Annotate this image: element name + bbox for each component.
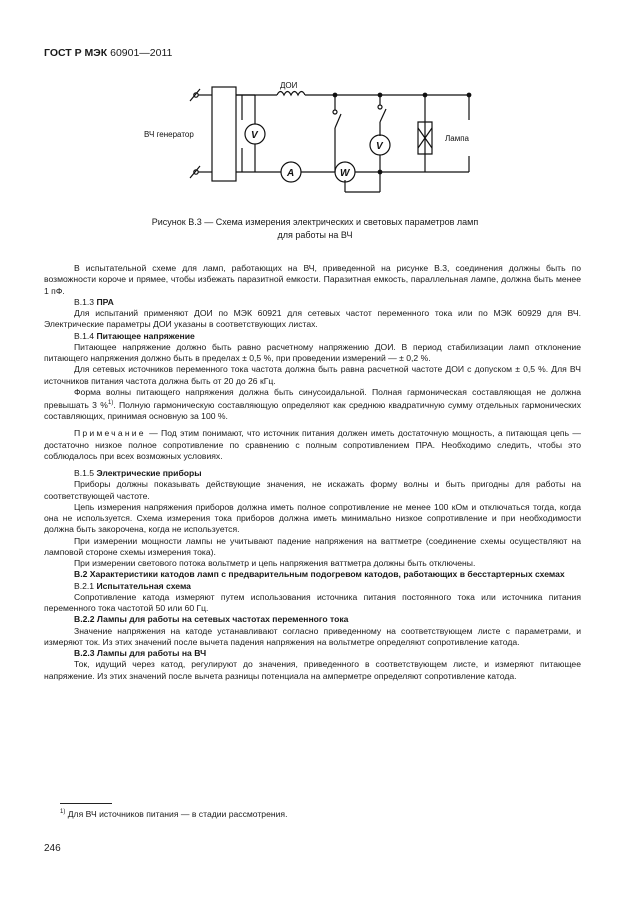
section-heading-b22: B.2.2 Лампы для работы на сетевых частотах переменного тока [74, 614, 349, 625]
label-lamp: Лампа [445, 134, 469, 143]
paragraph: Цепь измерения напряжения приборов должна иметь полное сопротивление не менее 100 кОм и отключаться тогда, когда она не используется. Схема измерения тока приборов должна иметь минимально низкое сопротивление и при необходимости должна быть закорочена, когда не используется. [44, 501, 581, 535]
standard-designation: ГОСТ Р МЭК [44, 47, 108, 59]
paragraph: Ток, идущий через катод, регулируют до значения, приведенного в соответствующем листе, и измеряют питающее напряжение. Из этих значений после вычета разницы потенциала на амперметре определяют сопротивление катода. [44, 659, 581, 681]
paragraph: При измерении мощности лампы не учитывают падение напряжения на ваттметре (соединение схемы осуществляют на ламповой стороне схемы измерения тока). [44, 535, 581, 557]
paragraph: При измерении светового потока вольтметр и цепь напряжения ваттметра должны быть отключены. [74, 558, 476, 569]
generator-box [212, 87, 236, 181]
paragraph: В испытательной схеме для ламп, работающих на ВЧ, приведенной на рисунке В.3, соединения должны быть по возможности короче и прямее, чтобы избежать паразитной емкости. Паразитная емкость, параллельная лампе, должна быть менее 1 пФ. [44, 263, 581, 296]
footnote-ref: 1) [107, 400, 114, 406]
section-heading-b13: B.1.3 ПРА [74, 296, 114, 307]
section-heading-b14: B.1.4 Питающее напряжение [74, 330, 195, 341]
footnote-rule [60, 803, 112, 804]
paragraph: Питающее напряжение должно быть равно расчетному напряжению ДОИ. В период стабилизации ламп отклонение питающего напряжения должно быть в пределах ± 0,5 %, при проведении измерений — ± 0,2 %. [44, 341, 581, 363]
paragraph: Значение напряжения на катоде устанавливают согласно приведенному на соответствующем листе с параметрами, и измеряют ток. Из этих значений после вычета падения напряжения на вольтметре определяют сопротивление катода. [44, 625, 581, 647]
body-text [44, 263, 581, 682]
figure-caption [60, 216, 570, 242]
label-doi: ДОИ [280, 81, 298, 90]
paragraph: Для сетевых источников переменного тока частота должна быть равна расчетной частоте ДОИ с допуском ± 0,5 %. Для ВЧ источников питания частота должна быть от 20 до 26 кГц. [44, 364, 581, 386]
circuit-diagram [140, 80, 490, 215]
paragraph: Форма волны питающего напряжения должна быть синусоидальной. Полная гармоническая составляющая не должна превышать 3 %$^{1)}$. Полную гармоническую составляющую определяют как среднюю квадратичную сумму отдельных гармонических составляющих, принимая основную за 100 %. [44, 386, 581, 422]
paragraph: Для испытаний применяют ДОИ по МЭК 60921 для сетевых частот переменного тока или по МЭК 60929 для ВЧ. Электрические параметры ДОИ указаны в соответствующих листах. [44, 308, 581, 330]
wattmeter-label: W [340, 168, 350, 179]
section-heading-b2: B.2 Характеристики катодов ламп с предварительным подогревом катодов, работающих в бесстартерных схемах [74, 569, 565, 580]
voltmeter-1-label: V [251, 130, 258, 141]
running-header [44, 47, 172, 59]
footnote [60, 809, 287, 819]
note-label: Примечание [74, 428, 146, 439]
page-number: 246 [44, 843, 61, 854]
caption-line-2: для работы на ВЧ [277, 230, 353, 240]
label-generator: ВЧ генератор [144, 130, 194, 139]
section-heading-b15: B.1.5 Электрические приборы [74, 468, 202, 479]
ballast-choke [277, 92, 305, 96]
ammeter-label: A [287, 168, 295, 179]
voltmeter-2-label: V [376, 141, 383, 152]
footnote-text: Для ВЧ источников питания — в стадии рассмотрения. [65, 809, 288, 819]
standard-number: 60901—2011 [110, 47, 173, 59]
footnote-mark: 1) [60, 809, 66, 816]
paragraph: Сопротивление катода измеряют путем использования источника питания постоянного тока или источника питания переменного тока частотой 50 или 60 Гц. [44, 591, 581, 614]
section-heading-b23: B.2.3 Лампы для работы на ВЧ [74, 648, 207, 659]
paragraph: Приборы должны показывать действующие значения, не искажать форму волны и быть пригодны для работы на соответствующей частоте. [44, 479, 581, 501]
caption-line-1: Рисунок В.3 — Схема измерения электрических и световых параметров ламп [151, 217, 479, 227]
section-heading-b21: B.2.1 Испытательная схема [74, 580, 191, 591]
note: Примечание — Под этим понимают, что источник питания должен иметь достаточную мощность, а питающая цепь — достаточно низкое полное сопротивление по сравнению с полным сопротивлением ПРА. Необходимо следить, чтобы это соблюдалось при всех возможных условиях. [44, 428, 581, 461]
